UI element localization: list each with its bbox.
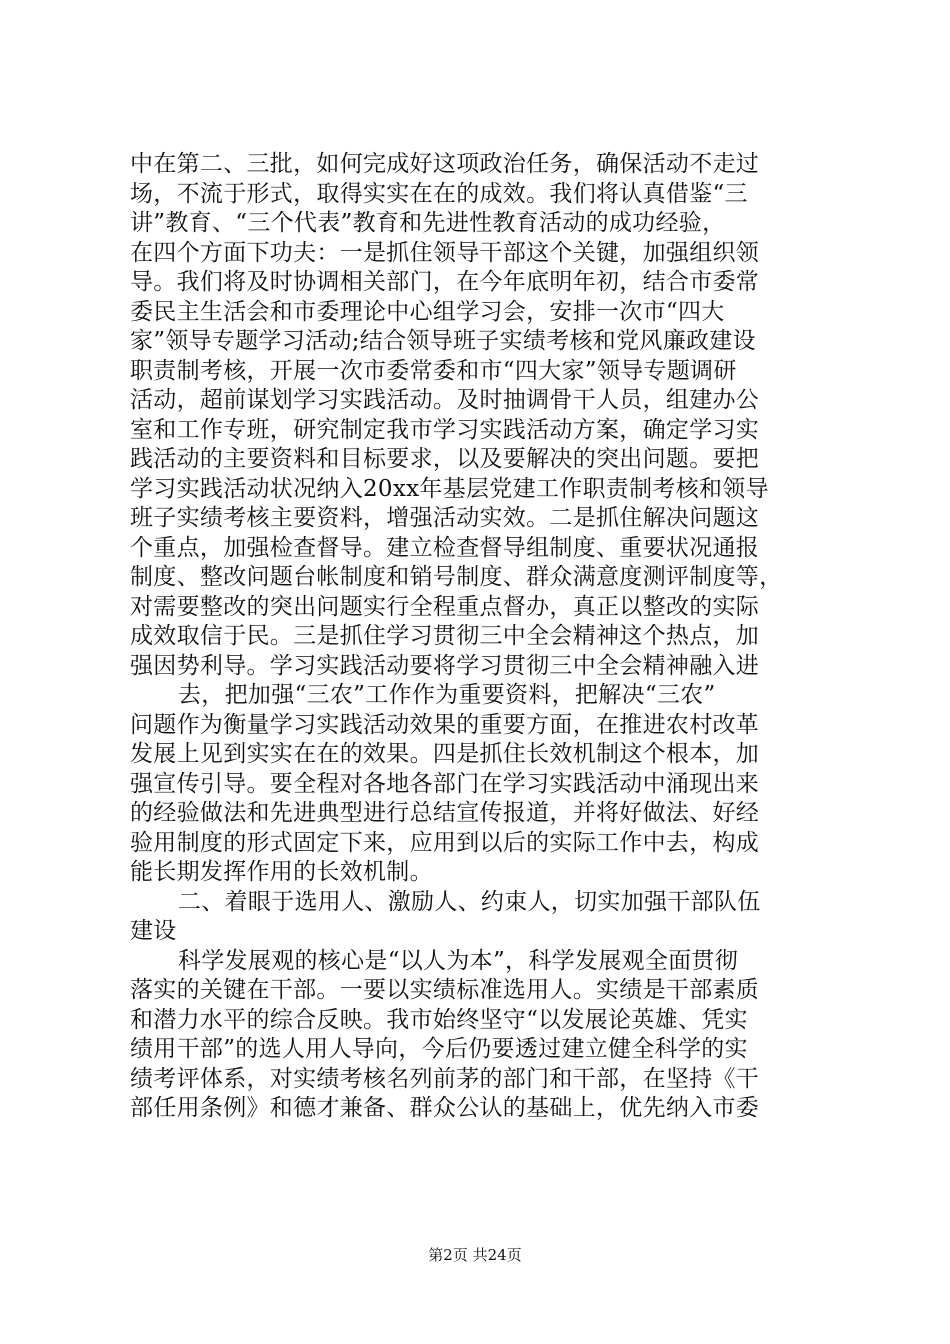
text-line: 能长期发挥作用的长效机制。 — [130, 859, 433, 885]
text-line: 去，把加强“三农”工作作为重要资料，把解决“三农” — [178, 682, 716, 708]
text-line: 活动，超前谋划学习实践活动。及时抽调骨干人员，组建办公 — [130, 387, 760, 413]
text-line: 室和工作专班，研究制定我市学习实践活动方案，确定学习实 — [130, 416, 760, 443]
text-line: 验用制度的形式固定下来，应用到以后的实际工作中去，构成 — [130, 829, 760, 856]
text-line: 绩考评体系，对实绩考核名列前茅的部门和干部，在坚持《干 — [130, 1065, 760, 1092]
text-line: 导。我们将及时协调相关部门，在今年底明年初，结合市委常 — [130, 269, 760, 295]
text-line: 对需要整改的突出问题实行全程重点督办，真正以整改的实际 — [130, 593, 760, 620]
text-line: 中在第二、三批，如何完成好这项政治任务，确保活动不走过 — [130, 151, 760, 177]
text-line: 讲”教育、“三个代表”教育和先进性教育活动的成功经验， — [130, 210, 726, 236]
text-line: 成效取信于民。三是抓住学习贯彻三中全会精神这个热点，加 — [130, 623, 760, 649]
text-line: 个重点，加强检查督导。建立检查督导组制度、重要状况通报 — [130, 534, 760, 561]
text-line: 践活动的主要资料和目标要求，以及要解决的突出问题。要把 — [130, 446, 760, 472]
text-line: 二、着眼于选用人、激励人、约束人，切实加强干部队伍 — [178, 888, 761, 915]
text-line: 科学发展观的核心是“以人为本”，科学发展观全面贯彻 — [178, 947, 739, 974]
text-line: 在四个方面下功夫：一是抓住领导干部这个关键，加强组织领 — [130, 239, 760, 266]
text-line: 和潜力水平的综合反映。我市始终坚守“以发展论英雄、凭实 — [130, 1006, 748, 1033]
text-line: 建设 — [130, 918, 177, 944]
text-line: 发展上见到实实在在的效果。四是抓住长效机制这个根本，加 — [130, 741, 760, 767]
text-line: 班子实绩考核主要资料，增强活动实效。二是抓住解决问题这 — [130, 505, 760, 531]
text-line: 落实的关键在干部。一要以实绩标准选用人。实绩是干部素质 — [130, 977, 760, 1003]
text-line: 部任用条例》和德才兼备、群众公认的基础上，优先纳入市委 — [130, 1095, 760, 1121]
text-line: 问题作为衡量学习实践活动效果的重要方面，在推进农村改革 — [130, 711, 760, 738]
text-line: 委民主生活会和市委理论中心组学习会，安排一次市“四大 — [130, 298, 725, 325]
text-line: 学习实践活动状况纳入20xx年基层党建工作职责制考核和领导 — [130, 475, 769, 502]
text-line: 家”领导专题学习活动;结合领导班子实绩考核和党风廉政建设 — [130, 328, 756, 354]
text-line: 场，不流于形式，取得实实在在的成效。我们将认真借鉴“三 — [130, 180, 748, 207]
body-text — [130, 150, 830, 1124]
text-line: 职责制考核，开展一次市委常委和市“四大家”领导专题调研 — [130, 357, 737, 384]
text-line: 的经验做法和先进典型进行总结宣传报道，并将好做法、好经 — [130, 800, 760, 826]
text-line: 强宣传引导。要全程对各地各部门在学习实践活动中涌现出来 — [130, 770, 760, 797]
text-line: 强因势利导。学习实践活动要将学习贯彻三中全会精神融入进 — [130, 652, 760, 679]
page-number-footer: 第2页 共24页 — [428, 1246, 522, 1264]
text-line: 绩用干部”的选人用人导向，今后仍要透过建立健全科学的实 — [130, 1036, 748, 1062]
text-line: 制度、整改问题台帐制度和销号制度、群众满意度测评制度等， — [130, 564, 783, 590]
